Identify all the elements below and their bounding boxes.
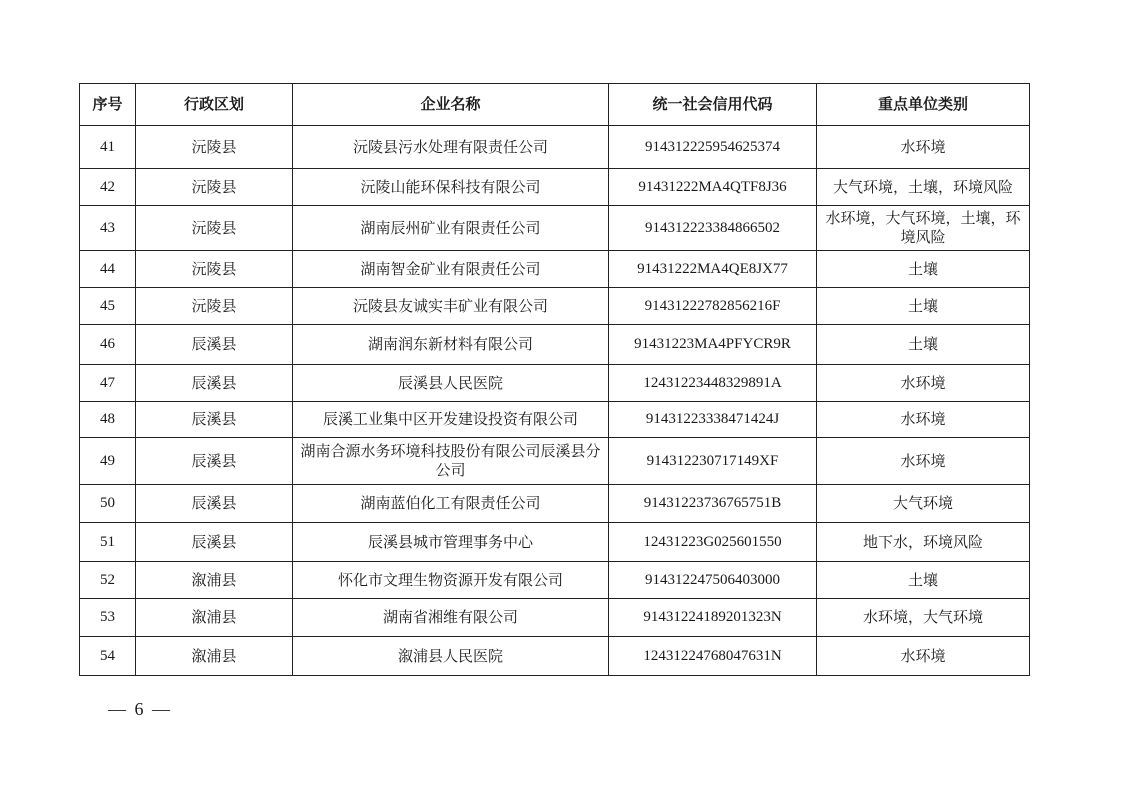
row-category: 水环境 xyxy=(817,438,1030,485)
table-row xyxy=(80,365,1030,402)
row-category: 水环境 xyxy=(817,365,1030,402)
row-category: 大气环境 xyxy=(817,485,1030,523)
table-row xyxy=(80,438,1030,485)
row-category: 水环境 xyxy=(817,126,1030,169)
row-category: 水环境 xyxy=(817,637,1030,676)
row-region: 沅陵县 xyxy=(136,288,293,325)
row-company-name: 沅陵县友诚实丰矿业有限公司 xyxy=(293,288,609,325)
row-region: 沅陵县 xyxy=(136,169,293,206)
row-region: 溆浦县 xyxy=(136,599,293,637)
enterprise-table xyxy=(79,83,1030,676)
row-credit-code: 12431224768047631N xyxy=(609,637,817,676)
table-row xyxy=(80,169,1030,206)
header-index: 序号 xyxy=(80,84,136,126)
row-index: 51 xyxy=(80,523,136,562)
table-row xyxy=(80,523,1030,562)
row-company-name: 沅陵县污水处理有限责任公司 xyxy=(293,126,609,169)
row-company-name: 溆浦县人民医院 xyxy=(293,637,609,676)
row-company-name: 湖南辰州矿业有限责任公司 xyxy=(293,206,609,251)
row-index: 41 xyxy=(80,126,136,169)
row-company-name: 湖南智金矿业有限责任公司 xyxy=(293,251,609,288)
row-category: 大气环境，土壤，环境风险 xyxy=(817,169,1030,206)
row-company-name: 湖南省湘维有限公司 xyxy=(293,599,609,637)
header-category: 重点单位类别 xyxy=(817,84,1030,126)
row-company-name: 辰溪县人民医院 xyxy=(293,365,609,402)
table-header-row xyxy=(80,84,1030,126)
row-index: 50 xyxy=(80,485,136,523)
row-index: 45 xyxy=(80,288,136,325)
table-row xyxy=(80,325,1030,365)
header-credit-code: 统一社会信用代码 xyxy=(609,84,817,126)
row-region: 辰溪县 xyxy=(136,523,293,562)
table-row xyxy=(80,599,1030,637)
row-category: 地下水，环境风险 xyxy=(817,523,1030,562)
row-index: 42 xyxy=(80,169,136,206)
row-index: 47 xyxy=(80,365,136,402)
table-row xyxy=(80,637,1030,676)
row-index: 43 xyxy=(80,206,136,251)
row-region: 辰溪县 xyxy=(136,485,293,523)
row-category: 水环境，大气环境 xyxy=(817,599,1030,637)
row-credit-code: 914312225954625374 xyxy=(609,126,817,169)
row-credit-code: 91431222782856216F xyxy=(609,288,817,325)
table-row xyxy=(80,206,1030,251)
row-category: 土壤 xyxy=(817,288,1030,325)
row-company-name: 湖南合源水务环境科技股份有限公司辰溪县分公司 xyxy=(293,438,609,485)
row-credit-code: 91431223736765751B xyxy=(609,485,817,523)
row-company-name: 湖南蓝伯化工有限责任公司 xyxy=(293,485,609,523)
header-company-name: 企业名称 xyxy=(293,84,609,126)
row-index: 48 xyxy=(80,402,136,438)
page-number: — 6 — xyxy=(108,699,172,719)
row-category: 土壤 xyxy=(817,251,1030,288)
table-row xyxy=(80,126,1030,169)
row-region: 溆浦县 xyxy=(136,562,293,599)
row-credit-code: 914312223384866502 xyxy=(609,206,817,251)
row-company-name: 沅陵山能环保科技有限公司 xyxy=(293,169,609,206)
row-credit-code: 91431222MA4QTF8J36 xyxy=(609,169,817,206)
row-company-name: 辰溪工业集中区开发建设投资有限公司 xyxy=(293,402,609,438)
row-index: 46 xyxy=(80,325,136,365)
row-index: 53 xyxy=(80,599,136,637)
row-company-name: 湖南润东新材料有限公司 xyxy=(293,325,609,365)
row-index: 54 xyxy=(80,637,136,676)
row-region: 沅陵县 xyxy=(136,206,293,251)
row-credit-code: 91431223MA4PFYCR9R xyxy=(609,325,817,365)
table-row xyxy=(80,485,1030,523)
row-credit-code: 91431222MA4QE8JX77 xyxy=(609,251,817,288)
row-region: 辰溪县 xyxy=(136,325,293,365)
row-credit-code: 91431224189201323N xyxy=(609,599,817,637)
row-credit-code: 914312247506403000 xyxy=(609,562,817,599)
row-region: 沅陵县 xyxy=(136,126,293,169)
row-credit-code: 12431223448329891A xyxy=(609,365,817,402)
row-region: 溆浦县 xyxy=(136,637,293,676)
row-credit-code: 12431223G025601550 xyxy=(609,523,817,562)
table-row xyxy=(80,562,1030,599)
row-company-name: 辰溪县城市管理事务中心 xyxy=(293,523,609,562)
row-index: 52 xyxy=(80,562,136,599)
table-row xyxy=(80,251,1030,288)
header-region: 行政区划 xyxy=(136,84,293,126)
row-credit-code: 91431223338471424J xyxy=(609,402,817,438)
row-index: 49 xyxy=(80,438,136,485)
row-region: 辰溪县 xyxy=(136,438,293,485)
table-row xyxy=(80,402,1030,438)
row-credit-code: 914312230717149XF xyxy=(609,438,817,485)
row-region: 沅陵县 xyxy=(136,251,293,288)
row-category: 土壤 xyxy=(817,325,1030,365)
row-index: 44 xyxy=(80,251,136,288)
row-category: 土壤 xyxy=(817,562,1030,599)
table-row xyxy=(80,288,1030,325)
row-category: 水环境 xyxy=(817,402,1030,438)
row-region: 辰溪县 xyxy=(136,402,293,438)
row-category: 水环境，大气环境，土壤，环境风险 xyxy=(817,206,1030,251)
row-region: 辰溪县 xyxy=(136,365,293,402)
row-company-name: 怀化市文理生物资源开发有限公司 xyxy=(293,562,609,599)
